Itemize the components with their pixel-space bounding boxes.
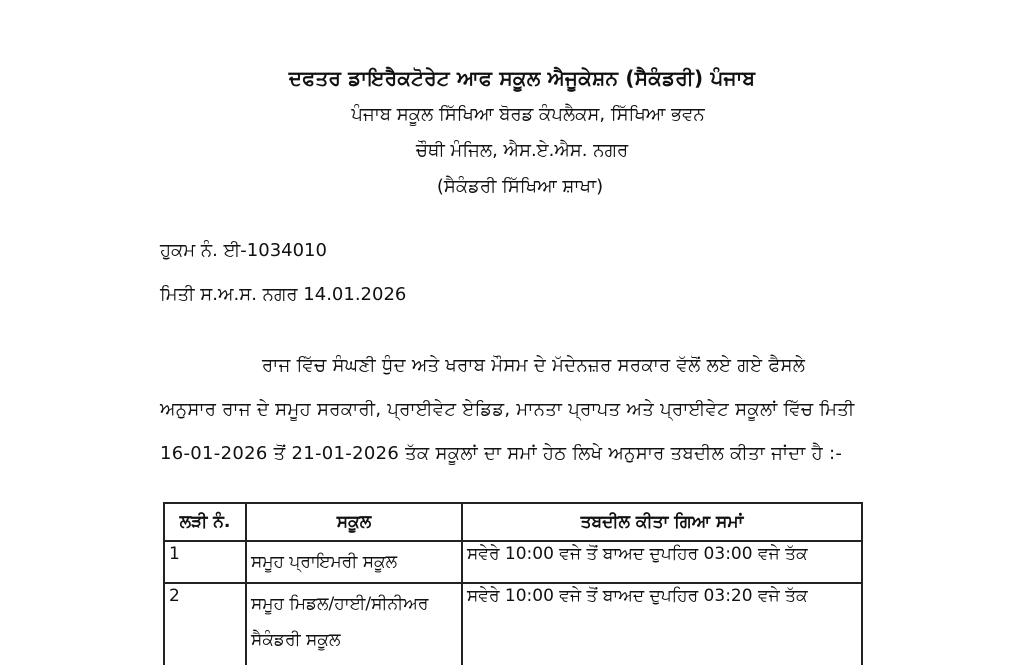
office-title: ਦਫਤਰ ਡਾਇਰੈਕਟੋਰੇਟ ਆਫ ਸਕੂਲ ਐਜੂਕੇਸ਼ਨ (ਸੈਕੰਡਰੀ) ਪੰਜਾਬ	[288, 66, 756, 90]
row-school-line: ਸੈਕੰਡਰੀ ਸਕੂਲ	[251, 630, 341, 650]
row-serial: 2	[164, 583, 246, 665]
row-school	[246, 583, 462, 665]
row-time: ਸਵੇਰੇ 10:00 ਵਜੇ ਤੋਂ ਬਾਅਦ ਦੁਪਹਿਰ 03:00 ਵਜੇ ਤੱਕ	[462, 541, 862, 583]
floor-address: ਚੌਥੀ ਮੰਜਿਲ, ਐਸ.ਏ.ਐਸ. ਨਗਰ	[415, 140, 629, 161]
row-time: ਸਵੇਰੇ 10:00 ਵਜੇ ਤੋਂ ਬਾਅਦ ਦੁਪਹਿਰ 03:20 ਵਜੇ ਤੱਕ	[462, 583, 862, 665]
body-line-3: 16-01-2026 ਤੋਂ 21-01-2026 ਤੱਕ ਸਕੂਲਾਂ ਦਾ ਸਮਾਂ ਹੇਠ ਲਿਖੇ ਅਨੁਸਾਰ ਤਬਦੀਲ ਕੀਤਾ ਜਾਂਦਾ ਹੈ :-	[160, 443, 843, 464]
row-serial: 1	[164, 541, 246, 583]
header-time: ਤਬਦੀਲ ਕੀਤਾ ਗਿਆ ਸਮਾਂ	[462, 503, 862, 541]
branch-name: (ਸੈਕੰਡਰੀ ਸਿੱਖਿਆ ਸ਼ਾਖਾ)	[436, 176, 604, 197]
complex-address: ਪੰਜਾਬ ਸਕੂਲ ਸਿੱਖਿਆ ਬੋਰਡ ਕੰਪਲੈਕਸ, ਸਿੱਖਿਆ ਭਵਨ	[351, 104, 705, 125]
schedule-table	[163, 502, 863, 665]
body-line-1: ਰਾਜ ਵਿੱਚ ਸੰਘਣੀ ਧੁੰਦ ਅਤੇ ਖਰਾਬ ਮੌਸਮ ਦੇ ਮੱਦੇਨਜ਼ਰ ਸਰਕਾਰ ਵੱਲੋਂ ਲਏ ਗਏ ਫੈਸਲੇ	[262, 355, 806, 376]
row-school	[246, 541, 462, 583]
header-serial: ਲੜੀ ਨੰ.	[164, 503, 246, 541]
table-row	[164, 583, 862, 665]
table-header-row	[164, 503, 862, 541]
order-date: ਮਿਤੀ ਸ.ਅ.ਸ. ਨਗਰ 14.01.2026	[160, 284, 407, 305]
order-number: ਹੁਕਮ ਨੰ. ਈ-1034010	[160, 240, 327, 261]
row-school-line: ਸਮੂਹ ਮਿਡਲ/ਹਾਈ/ਸੀਨੀਅਰ	[251, 594, 429, 614]
header-school: ਸਕੂਲ	[246, 503, 462, 541]
body-line-2: ਅਨੁਸਾਰ ਰਾਜ ਦੇ ਸਮੂਹ ਸਰਕਾਰੀ, ਪ੍ਰਾਈਵੇਟ ਏਡਿਡ, ਮਾਨਤਾ ਪ੍ਰਾਪਤ ਅਤੇ ਪ੍ਰਾਈਵੇਟ ਸਕੂਲਾਂ ਵਿੱਚ ਮਿਤੀ	[160, 399, 855, 420]
table-row	[164, 541, 862, 583]
row-school-line: ਸਮੂਹ ਪ੍ਰਾਇਮਰੀ ਸਕੂਲ	[251, 552, 398, 572]
